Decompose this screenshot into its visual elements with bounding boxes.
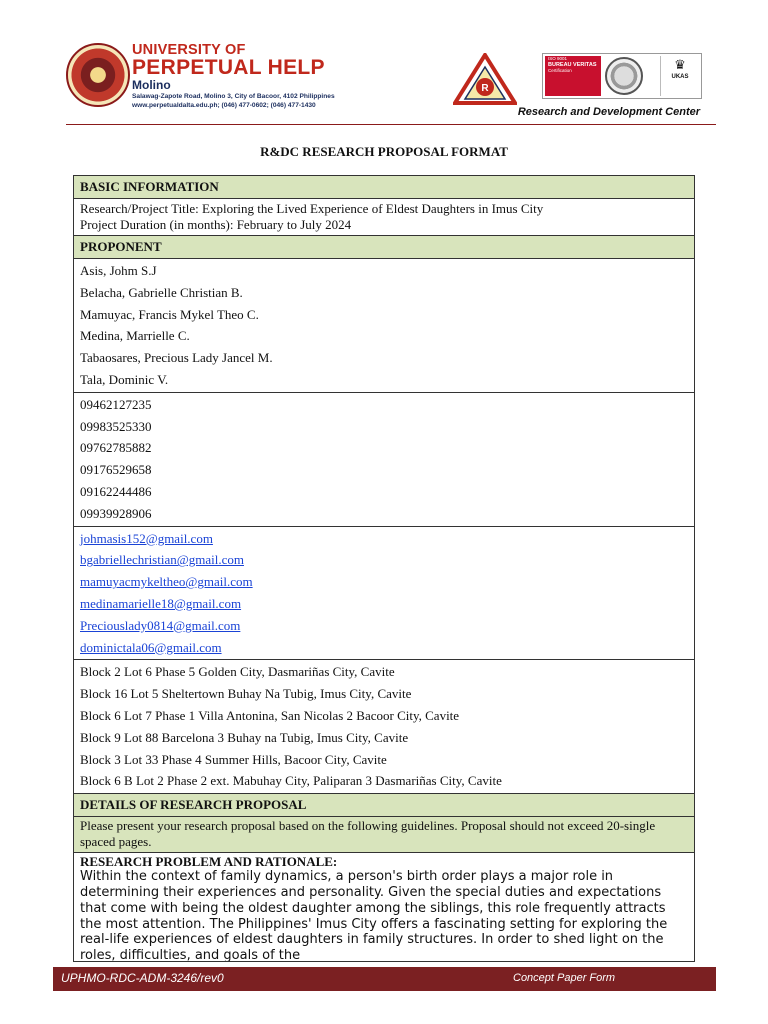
proponent-name: Tala, Dominic V.	[80, 371, 169, 387]
proponent-names-cell	[74, 259, 694, 393]
proponent-name: Mamuyac, Francis Mykel Theo C.	[80, 306, 259, 322]
home-address: Block 6 Lot 7 Phase 1 Villa Antonina, San Nicolas 2 Bacoor City, Cavite	[80, 707, 460, 723]
home-address: Block 16 Lot 5 Sheltertown Buhay Na Tubig, Imus City, Cavite	[80, 686, 412, 702]
university-name-block	[132, 43, 335, 110]
proponent-addresses-cell	[74, 660, 694, 794]
crown-icon: ♛	[674, 57, 686, 72]
page-footer	[53, 967, 716, 991]
home-address: Block 9 Lot 88 Barcelona 3 Buhay na Tubig, Imus City, Cavite	[80, 729, 409, 745]
proponent-name: Belacha, Gabrielle Christian B.	[80, 284, 243, 300]
email-link[interactable]: johmasis152@gmail.com	[80, 530, 213, 546]
phone-number: 09983525330	[80, 418, 152, 434]
university-name-line1: UNIVERSITY OF	[132, 42, 246, 58]
research-problem-body: Within the context of family dynamics, a person's birth order plays a major role in determining their experiences and personality. Given the special duties and expectations that come with being the oldest daughter among the siblings, this role frequently attracts the most attention. The Philippines' Imus City offers a fascinating setting for exploring the real-life experiences of eldest daughters in family structures. In order to shed light on the roles, difficulties, and goals of the	[80, 869, 668, 962]
page-header	[0, 0, 768, 130]
home-address: Block 6 B Lot 2 Phase 2 ext. Mabuhay City, Paliparan 3 Dasmariñas City, Cavite	[80, 773, 502, 789]
bureau-veritas-seal-icon	[605, 57, 643, 95]
email-link[interactable]: mamuyacmykeltheo@gmail.com	[80, 574, 253, 590]
proponent-name: Asis, Johm S.J	[80, 263, 157, 278]
university-name-line2: PERPETUAL HELP	[132, 56, 325, 79]
form-name: Concept Paper Form	[513, 972, 616, 984]
home-address: Block 2 Lot 6 Phase 5 Golden City, Dasmariñas City, Cavite	[80, 664, 395, 680]
university-address: Salawag-Zapote Road, Molino 3, City of Bacoor, 4102 Philippines	[132, 93, 335, 100]
svg-text:R: R	[481, 83, 489, 94]
proponent-emails-cell	[74, 527, 694, 661]
phone-number: 09762785882	[80, 440, 152, 456]
university-seal-logo	[66, 43, 130, 107]
basic-info-cell	[74, 199, 694, 236]
cert-iso-label: ISO 9001	[548, 56, 568, 61]
cert-certification-label: Certification	[548, 68, 572, 73]
proponent-name: Tabaosares, Precious Lady Jancel M.	[80, 350, 273, 366]
rdc-triangle-logo	[453, 53, 517, 105]
project-title: Research/Project Title: Exploring the Lived Experience of Eldest Daughters in Imus City	[80, 201, 544, 216]
research-problem-heading: RESEARCH PROBLEM AND RATIONALE:	[80, 854, 338, 870]
email-link[interactable]: bgabriellechristian@gmail.com	[80, 552, 244, 568]
ukas-label: UKAS	[671, 74, 689, 80]
research-problem-cell	[74, 853, 694, 961]
home-address: Block 3 Lot 33 Phase 4 Summer Hills, Bacoor City, Cavite	[80, 751, 387, 767]
basic-info-heading: BASIC INFORMATION	[74, 176, 694, 199]
proponent-phones-cell	[74, 393, 694, 527]
ukas-badge	[660, 56, 699, 96]
email-link[interactable]: medinamarielle18@gmail.com	[80, 595, 242, 611]
email-link[interactable]: Preciouslady0814@gmail.com	[80, 617, 241, 633]
bureau-veritas-badge	[545, 56, 601, 96]
guidelines-note: Please present your research proposal based on the following guidelines. Proposal should not exceed 20-single spaced pages.	[74, 817, 694, 853]
university-contact: www.perpetualdalta.edu.ph; (046) 477-0602; (046) 477-1430	[132, 102, 316, 109]
cert-bv-label: BUREAU VERITAS	[548, 62, 597, 68]
document-code: UPHMO-RDC-ADM-3246/rev0	[61, 971, 224, 985]
email-link[interactable]: dominictala06@gmail.com	[80, 639, 222, 655]
proposal-table	[73, 175, 695, 962]
project-duration: Project Duration (in months): February to July 2024	[80, 217, 352, 232]
phone-number: 09939928906	[80, 505, 152, 521]
center-name: Research and Development Center	[517, 106, 700, 118]
details-heading: DETAILS OF RESEARCH PROPOSAL	[74, 794, 694, 817]
header-divider	[66, 124, 716, 125]
campus-name: Molino	[132, 78, 171, 92]
certification-badges	[542, 53, 702, 99]
form-title: R&DC RESEARCH PROPOSAL FORMAT	[260, 144, 508, 159]
phone-number: 09462127235	[80, 396, 152, 412]
phone-number: 09162244486	[80, 483, 152, 499]
proponent-name: Medina, Marrielle C.	[80, 328, 190, 344]
proponent-heading: PROPONENT	[74, 236, 694, 259]
phone-number: 09176529658	[80, 462, 152, 478]
